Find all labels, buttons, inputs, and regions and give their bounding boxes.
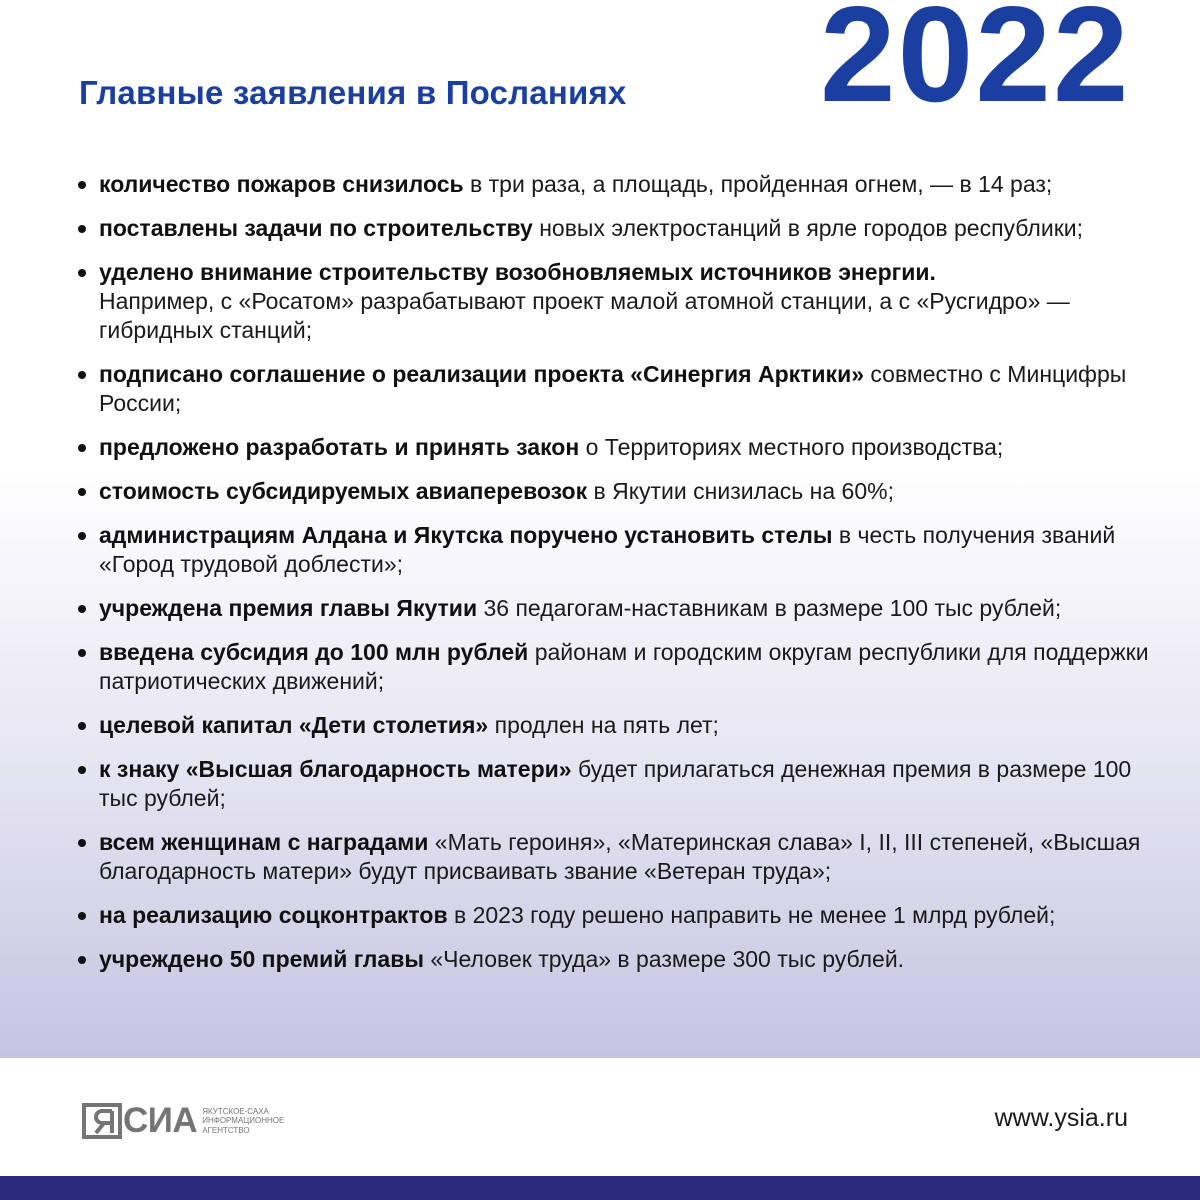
item-text: новых электростанций в ярле городов республики; — [532, 215, 1083, 241]
page-title: Главные заявления в Посланиях — [79, 74, 627, 111]
bullet-icon — [78, 225, 86, 233]
bullet-icon — [78, 766, 86, 774]
list-item — [76, 433, 1176, 462]
item-bold: к знаку «Высшая благодарность матери» — [99, 756, 572, 782]
list-item — [76, 901, 1176, 930]
logo-wordmark: СИА — [123, 1101, 198, 1140]
bullet-icon — [78, 181, 86, 189]
item-bold: предложено разработать и принять закон — [99, 434, 580, 460]
bullet-icon — [78, 371, 86, 379]
bullet-icon — [78, 269, 86, 277]
item-text: 36 педагогам-наставникам в размере 100 тыс рублей; — [477, 595, 1062, 621]
website-link[interactable]: www.ysia.ru — [994, 1104, 1128, 1132]
item-text: в Якутии снизилась на 60%; — [587, 478, 894, 504]
item-bold: уделено внимание строительству возобновляемых источников энергии. — [99, 259, 936, 285]
item-text: продлен на пять лет; — [488, 712, 719, 738]
bullet-icon — [78, 605, 86, 613]
item-text: о Территориях местного производства; — [579, 434, 1004, 460]
bullet-icon — [78, 912, 86, 920]
item-text: «Человек труда» в размере 300 тыс рублей. — [424, 946, 905, 972]
item-bold: всем женщинам с наградами — [99, 829, 429, 855]
item-bold: учреждена премия главы Якутии — [99, 595, 478, 621]
list-item — [76, 360, 1176, 418]
bullet-icon — [78, 649, 86, 657]
list-item — [76, 258, 1176, 345]
item-text: в 2023 году решено направить не менее 1 млрд рублей; — [447, 902, 1056, 928]
item-text: «Мать героиня», «Материнская слава» I, II, III степеней, «Высшая благодарность матери» будут присваивать звание «Ветеран труда»; — [99, 829, 1141, 884]
bullet-icon — [78, 956, 86, 964]
list-item — [76, 170, 1176, 199]
logo-subtitle-line: ИНФОРМАЦИОННОЕ — [202, 1116, 285, 1126]
statements-list — [76, 170, 1176, 974]
list-item — [76, 477, 1176, 506]
item-bold: количество пожаров снизилось — [99, 171, 464, 197]
list-item — [76, 521, 1176, 579]
list-item — [76, 594, 1176, 623]
item-text: совместно с Минцифры России; — [99, 361, 1127, 416]
year-heading: 2022 — [820, 0, 1131, 130]
list-item — [76, 711, 1176, 740]
item-bold: поставлены задачи по строительству — [99, 215, 533, 241]
item-bold: целевой капитал «Дети столетия» — [99, 712, 489, 738]
ya-letter-logo-icon — [82, 1103, 122, 1139]
item-bold: учреждено 50 премий главы — [99, 946, 424, 972]
bullet-icon — [78, 488, 86, 496]
item-bold: администрациям Алдана и Якутска поручено установить стелы — [99, 522, 833, 548]
list-item — [76, 214, 1176, 243]
list-item — [76, 945, 1176, 974]
list-item — [76, 828, 1176, 886]
item-bold: подписано соглашение о реализации проекта «Синергия Арктики» — [99, 361, 864, 387]
bullet-icon — [78, 444, 86, 452]
item-text: в честь получения званий «Город трудовой доблести»; — [99, 522, 1116, 577]
bullet-icon — [78, 839, 86, 847]
list-item — [76, 755, 1176, 813]
bullet-icon — [78, 722, 86, 730]
item-bold: на реализацию соцконтрактов — [99, 902, 448, 928]
list-item — [76, 638, 1176, 696]
item-bold: стоимость субсидируемых авиаперевозок — [99, 478, 588, 504]
ysia-logo — [82, 1103, 284, 1139]
logo-subtitle-line: АГЕНТСТВО — [202, 1125, 250, 1135]
item-text: будет прилагаться денежная премия в размере 100 тыс рублей; — [99, 756, 1132, 811]
footer — [0, 1058, 1200, 1176]
logo-subtitle — [202, 1107, 284, 1136]
item-text: районам и городским округам республики для поддержки патриотических движений; — [99, 639, 1149, 694]
item-bold: введена субсидия до 100 млн рублей — [99, 639, 529, 665]
item-text: в три раза, а площадь, пройденная огнем, — в 14 раз; — [463, 171, 1053, 197]
logo-subtitle-line: ЯКУТСКОЕ-САХА — [202, 1106, 269, 1116]
bullet-icon — [78, 532, 86, 540]
bottom-bar — [0, 1176, 1200, 1200]
item-text: Например, с «Росатом» разрабатывают проект малой атомной станции, а с «Русгидро» — гибридных станций; — [99, 288, 1070, 343]
